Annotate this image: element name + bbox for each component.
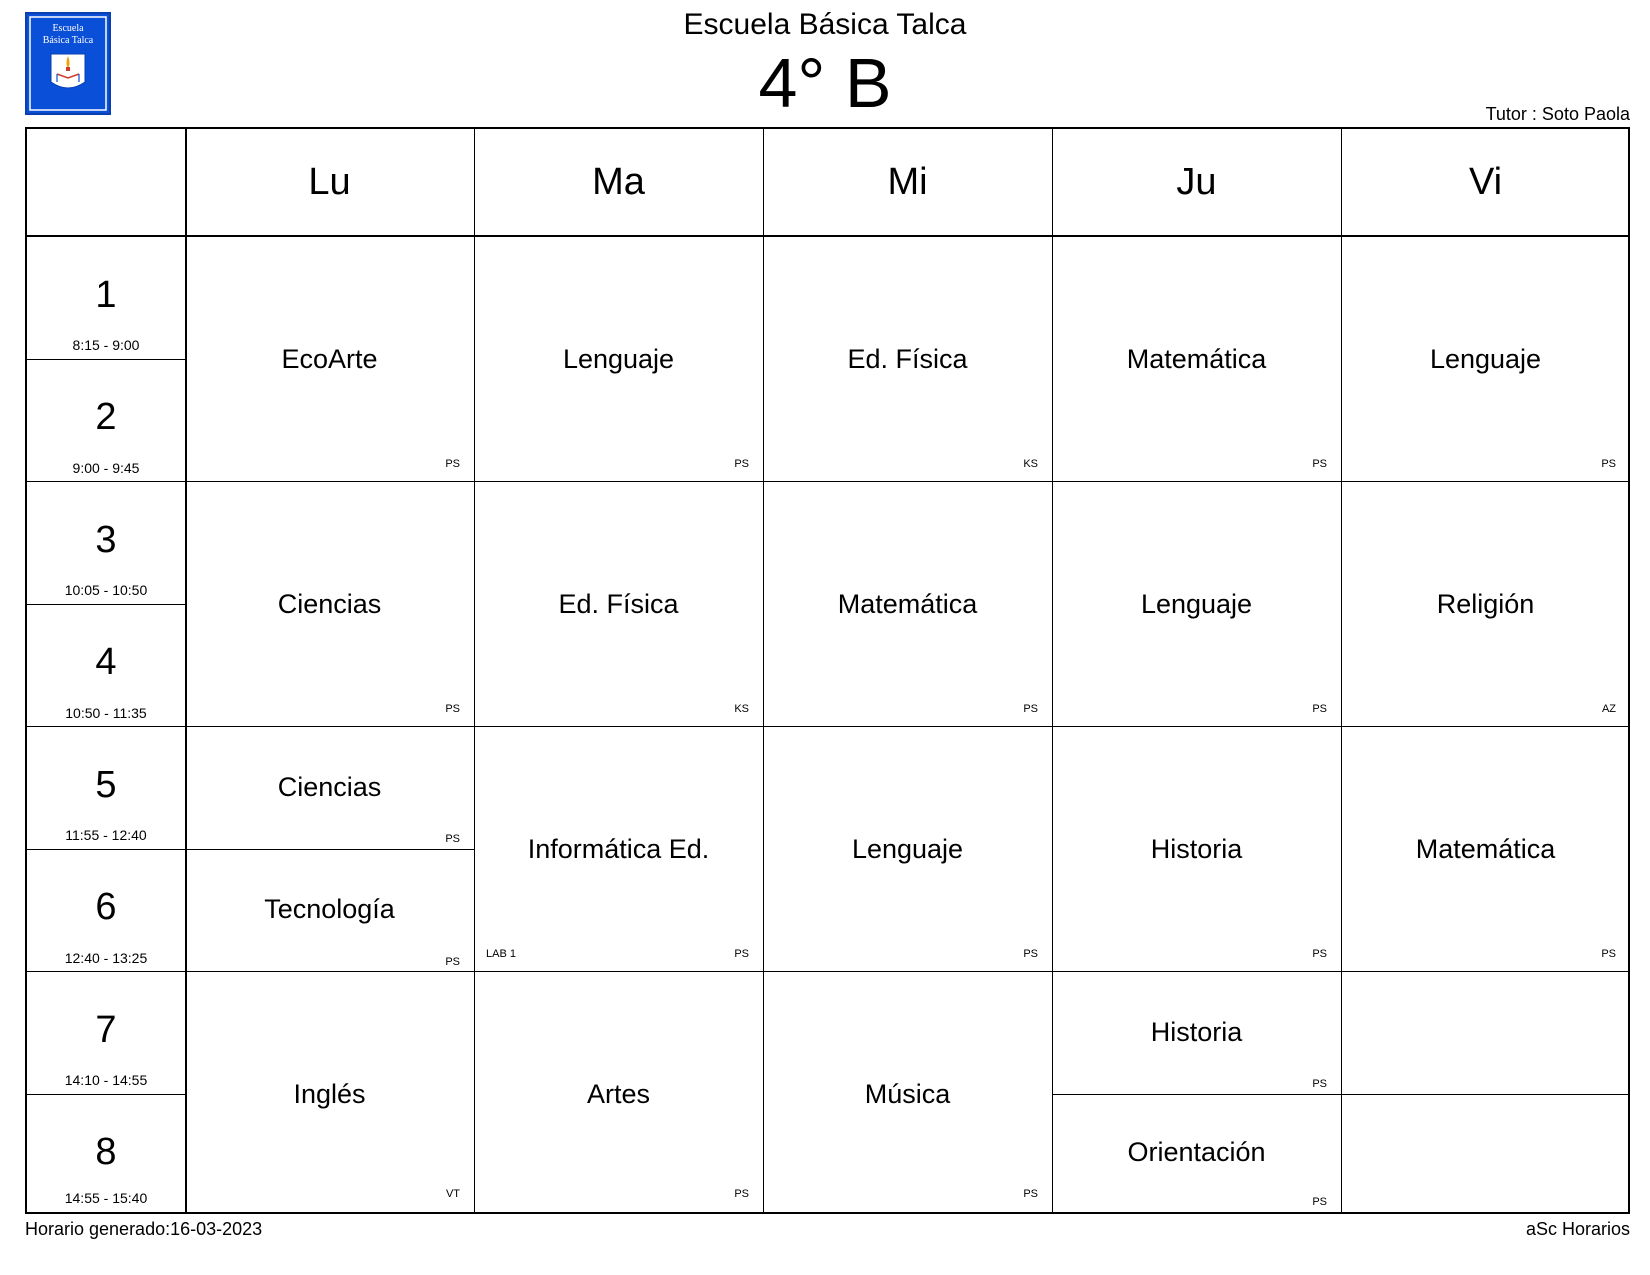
lesson-cell-lu-5[interactable] (185, 727, 474, 849)
lesson-cell-lu-3[interactable] (185, 482, 474, 727)
lesson-subject: EcoArte (281, 344, 378, 374)
tutor-label: Tutor : Soto Paola (1485, 104, 1630, 124)
lesson-subject: Matemática (837, 589, 978, 619)
lesson-teacher: PS (1601, 948, 1616, 960)
lesson-cell-mi-3[interactable] (763, 482, 1052, 727)
lesson-cell-ma-5[interactable] (474, 727, 763, 972)
lesson-cell-mi-1[interactable] (763, 237, 1052, 482)
period-number: 5 (95, 764, 117, 806)
lesson-subject: Matemática (1415, 834, 1556, 864)
day-header-ju: Ju (1176, 161, 1217, 203)
lesson-subject: Orientación (1127, 1137, 1266, 1167)
lesson-cell-ma-7[interactable] (474, 972, 763, 1212)
period-cell (27, 972, 185, 1094)
lesson-cell-vi-3[interactable] (1341, 482, 1630, 727)
lesson-teacher: VT (445, 1188, 460, 1200)
period-number: 7 (95, 1009, 117, 1051)
period-time: 10:50 - 11:35 (65, 705, 147, 721)
lesson-subject: Música (864, 1079, 951, 1109)
lesson-teacher: PS (1023, 703, 1038, 715)
period-cell (27, 604, 185, 727)
lesson-teacher: PS (1312, 1078, 1327, 1090)
period-cell (27, 237, 185, 359)
lesson-cell-ju-7[interactable] (1052, 972, 1341, 1094)
lesson-subject: Lenguaje (1140, 589, 1253, 619)
period-number: 2 (95, 396, 117, 438)
lesson-subject: Lenguaje (562, 344, 675, 374)
lesson-subject: Ed. Física (558, 589, 679, 619)
lesson-subject: Inglés (293, 1079, 366, 1109)
logo-text-line1: Escuela (52, 23, 84, 34)
lesson-subject: Historia (1150, 834, 1243, 864)
period-time: 14:10 - 14:55 (64, 1072, 148, 1088)
period-cell (27, 727, 185, 849)
period-time: 9:00 - 9:45 (72, 460, 140, 476)
lesson-teacher: PS (1023, 948, 1038, 960)
lesson-teacher: KS (734, 703, 749, 715)
lesson-teacher: PS (445, 458, 460, 470)
logo-text-line2: Básica Talca (42, 35, 94, 46)
lesson-cell-ma-3[interactable] (474, 482, 763, 727)
lesson-teacher: PS (1023, 1188, 1038, 1200)
period-number: 4 (95, 641, 117, 683)
period-cell (27, 849, 185, 972)
lesson-subject: Lenguaje (1429, 344, 1542, 374)
period-cell (27, 482, 185, 604)
lesson-subject: Ciencias (277, 589, 382, 619)
lesson-cell-lu-6[interactable] (185, 849, 474, 972)
lesson-subject: Historia (1150, 1017, 1243, 1047)
lesson-subject: Ed. Física (847, 344, 968, 374)
lesson-cell-mi-7[interactable] (763, 972, 1052, 1212)
lesson-teacher: PS (445, 703, 460, 715)
lesson-teacher: PS (734, 1188, 749, 1200)
lesson-teacher: PS (1601, 458, 1616, 470)
lesson-subject: Tecnología (264, 894, 395, 924)
timetable-grid (25, 127, 1630, 1214)
lesson-subject: Informática Ed. (527, 834, 710, 864)
period-time: 14:55 - 15:40 (64, 1190, 148, 1206)
lesson-subject: Lenguaje (851, 834, 964, 864)
software-credit: aSc Horarios (1525, 1219, 1630, 1239)
lesson-cell-ju-5[interactable] (1052, 727, 1341, 972)
lesson-teacher: PS (1312, 948, 1327, 960)
generated-date: Horario generado:16-03-2023 (25, 1219, 263, 1239)
lesson-cell-ju-1[interactable] (1052, 237, 1341, 482)
lesson-cell-vi-1[interactable] (1341, 237, 1630, 482)
period-number: 1 (95, 274, 117, 316)
period-cell (27, 359, 185, 482)
lesson-teacher: PS (734, 948, 749, 960)
period-cell (27, 1094, 185, 1212)
lesson-cell-ma-1[interactable] (474, 237, 763, 482)
period-number: 8 (95, 1131, 117, 1173)
day-header-mi: Mi (887, 161, 928, 203)
lesson-cell-lu-7[interactable] (185, 972, 474, 1212)
lesson-teacher: PS (1312, 703, 1327, 715)
lesson-subject: Artes (586, 1079, 651, 1109)
period-number: 6 (95, 886, 117, 928)
school-name: Escuela Básica Talca (683, 8, 967, 41)
lesson-cell-vi-5[interactable] (1341, 727, 1630, 972)
lesson-teacher: PS (445, 956, 460, 968)
lesson-teacher: PS (1312, 458, 1327, 470)
lesson-cell-ju-3[interactable] (1052, 482, 1341, 727)
lesson-cell-ju-8[interactable] (1052, 1094, 1341, 1212)
lesson-teacher: PS (1312, 1196, 1327, 1208)
day-header-lu: Lu (308, 161, 351, 203)
lesson-subject: Religión (1436, 589, 1535, 619)
period-time: 8:15 - 9:00 (72, 337, 140, 353)
lesson-subject: Matemática (1126, 344, 1267, 374)
period-time: 12:40 - 13:25 (64, 950, 148, 966)
empty-cell-vi-7 (1341, 972, 1630, 1212)
lesson-teacher: KS (1023, 458, 1038, 470)
lesson-subject: Ciencias (277, 772, 382, 802)
lesson-teacher: PS (734, 458, 749, 470)
lesson-teacher: PS (445, 833, 460, 845)
period-time: 10:05 - 10:50 (64, 582, 148, 598)
period-time: 11:55 - 12:40 (65, 827, 147, 843)
period-number: 3 (95, 519, 117, 561)
lesson-teacher: AZ (1601, 703, 1616, 715)
class-title: 4° B (758, 44, 892, 122)
day-header-vi: Vi (1468, 161, 1503, 203)
lesson-cell-lu-1[interactable] (185, 237, 474, 482)
lesson-cell-mi-5[interactable] (763, 727, 1052, 972)
day-header-ma: Ma (592, 161, 645, 203)
lesson-room: LAB 1 (486, 948, 516, 960)
